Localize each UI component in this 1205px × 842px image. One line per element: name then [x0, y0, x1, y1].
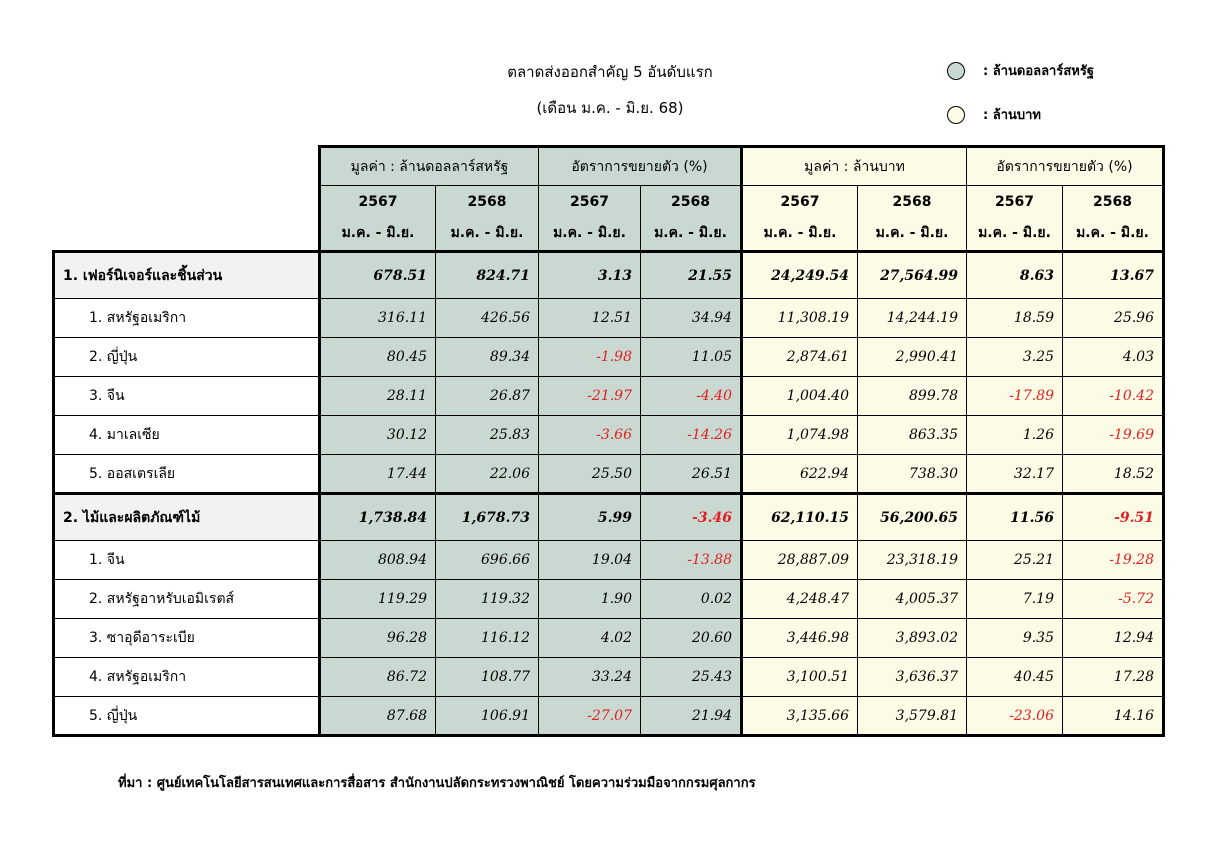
table-row — [54, 697, 1164, 736]
country-label: 3. ซาอุดีอาระเบีย — [54, 619, 320, 658]
value-cell: 7.19 — [967, 580, 1063, 619]
value-cell: 26.87 — [436, 377, 539, 416]
value-cell: 23,318.19 — [858, 541, 967, 580]
table-row — [54, 338, 1164, 377]
header-year: 2568 — [1093, 194, 1132, 210]
header-value-usd: มูลค่า : ล้านดอลลาร์สหรัฐ — [320, 147, 539, 186]
value-cell: -13.88 — [641, 541, 742, 580]
value-cell: 14,244.19 — [858, 299, 967, 338]
legend-usd-swatch — [947, 62, 965, 80]
value-cell: -27.07 — [539, 697, 641, 736]
value-cell: 21.94 — [641, 697, 742, 736]
header-period-8 — [1063, 186, 1164, 252]
value-cell: -19.28 — [1063, 541, 1164, 580]
value-cell: 738.30 — [858, 455, 967, 494]
value-cell: 25.43 — [641, 658, 742, 697]
header-growth-thb: อัตราการขยายตัว (%) — [967, 147, 1164, 186]
value-cell: 34.94 — [641, 299, 742, 338]
value-cell: 5.99 — [539, 494, 641, 541]
value-cell: 12.94 — [1063, 619, 1164, 658]
value-cell: -9.51 — [1063, 494, 1164, 541]
header-period-4 — [641, 186, 742, 252]
page-subtitle: (เดือน ม.ค. - มิ.ย. 68) — [536, 99, 684, 117]
value-cell: -5.72 — [1063, 580, 1164, 619]
legend-usd-label: : ล้านดอลลาร์สหรัฐ — [983, 64, 1095, 79]
category-label: 1. เฟอร์นิเจอร์และชิ้นส่วน — [54, 252, 320, 299]
header-period: ม.ค. - มิ.ย. — [654, 225, 727, 241]
value-cell: 899.78 — [858, 377, 967, 416]
value-cell: 25.50 — [539, 455, 641, 494]
value-cell: 1,678.73 — [436, 494, 539, 541]
value-cell: -1.98 — [539, 338, 641, 377]
country-label: 4. มาเลเซีย — [54, 416, 320, 455]
value-cell: 13.67 — [1063, 252, 1164, 299]
header-growth-usd: อัตราการขยายตัว (%) — [539, 147, 742, 186]
value-cell: 119.32 — [436, 580, 539, 619]
header-value-thb: มูลค่า : ล้านบาท — [742, 147, 967, 186]
value-cell: 22.06 — [436, 455, 539, 494]
value-cell: 3.25 — [967, 338, 1063, 377]
table-row — [54, 541, 1164, 580]
header-period-3 — [539, 186, 641, 252]
value-cell: 96.28 — [320, 619, 436, 658]
value-cell: 9.35 — [967, 619, 1063, 658]
country-label: 5. ญี่ปุ่น — [54, 697, 320, 736]
table-row — [54, 619, 1164, 658]
category-label: 2. ไม้และผลิตภัณฑ์ไม้ — [54, 494, 320, 541]
value-cell: 696.66 — [436, 541, 539, 580]
value-cell: -10.42 — [1063, 377, 1164, 416]
header-period-2 — [436, 186, 539, 252]
table-row — [54, 658, 1164, 697]
value-cell: -17.89 — [967, 377, 1063, 416]
value-cell: 116.12 — [436, 619, 539, 658]
legend-thb — [947, 104, 1041, 125]
value-cell: 21.55 — [641, 252, 742, 299]
value-cell: 89.34 — [436, 338, 539, 377]
value-cell: 56,200.65 — [858, 494, 967, 541]
value-cell: 1.90 — [539, 580, 641, 619]
value-cell: 2,990.41 — [858, 338, 967, 377]
header-row-2 — [54, 186, 1164, 252]
header-period: ม.ค. - มิ.ย. — [553, 225, 626, 241]
value-cell: 863.35 — [858, 416, 967, 455]
header-period-7 — [967, 186, 1063, 252]
value-cell: 26.51 — [641, 455, 742, 494]
value-cell: -3.46 — [641, 494, 742, 541]
header-year: 2567 — [780, 194, 820, 210]
value-cell: 25.96 — [1063, 299, 1164, 338]
value-cell: 8.63 — [967, 252, 1063, 299]
header-year: 2568 — [671, 194, 710, 210]
value-cell: 1,738.84 — [320, 494, 436, 541]
header-year: 2568 — [467, 194, 507, 210]
value-cell: 3,579.81 — [858, 697, 967, 736]
export-markets-table — [52, 145, 1165, 737]
header-year: 2567 — [995, 194, 1034, 210]
header-period-1 — [320, 186, 436, 252]
table-row — [54, 299, 1164, 338]
country-label: 5. ออสเตรเลีย — [54, 455, 320, 494]
value-cell: 3,446.98 — [742, 619, 858, 658]
value-cell: -3.66 — [539, 416, 641, 455]
value-cell: 11.56 — [967, 494, 1063, 541]
value-cell: 30.12 — [320, 416, 436, 455]
value-cell: -21.97 — [539, 377, 641, 416]
value-cell: 33.24 — [539, 658, 641, 697]
country-label: 4. สหรัฐอเมริกา — [54, 658, 320, 697]
value-cell: 1,004.40 — [742, 377, 858, 416]
value-cell: -19.69 — [1063, 416, 1164, 455]
value-cell: 40.45 — [967, 658, 1063, 697]
value-cell: 4.03 — [1063, 338, 1164, 377]
country-label: 1. จีน — [54, 541, 320, 580]
value-cell: 316.11 — [320, 299, 436, 338]
header-period: ม.ค. - มิ.ย. — [763, 225, 837, 241]
value-cell: -23.06 — [967, 697, 1063, 736]
legend-usd — [947, 60, 1094, 81]
value-cell: 24,249.54 — [742, 252, 858, 299]
header-year: 2568 — [892, 194, 932, 210]
value-cell: 11.05 — [641, 338, 742, 377]
header-year: 2567 — [570, 194, 609, 210]
value-cell: 80.45 — [320, 338, 436, 377]
value-cell: 18.52 — [1063, 455, 1164, 494]
value-cell: 17.28 — [1063, 658, 1164, 697]
value-cell: 3.13 — [539, 252, 641, 299]
value-cell: 14.16 — [1063, 697, 1164, 736]
header-period-5 — [742, 186, 858, 252]
country-label: 2. สหรัฐอาหรับเอมิเรตส์ — [54, 580, 320, 619]
header-blank — [54, 147, 320, 186]
value-cell: 2,874.61 — [742, 338, 858, 377]
value-cell: 25.21 — [967, 541, 1063, 580]
category-row — [54, 494, 1164, 541]
value-cell: 3,636.37 — [858, 658, 967, 697]
value-cell: 3,135.66 — [742, 697, 858, 736]
header-period: ม.ค. - มิ.ย. — [450, 225, 524, 241]
value-cell: 108.77 — [436, 658, 539, 697]
header-row-1 — [54, 147, 1164, 186]
value-cell: 87.68 — [320, 697, 436, 736]
value-cell: 426.56 — [436, 299, 539, 338]
country-label: 2. ญี่ปุ่น — [54, 338, 320, 377]
value-cell: 824.71 — [436, 252, 539, 299]
country-label: 3. จีน — [54, 377, 320, 416]
value-cell: 32.17 — [967, 455, 1063, 494]
value-cell: -14.26 — [641, 416, 742, 455]
legend-thb-label: : ล้านบาท — [983, 108, 1041, 123]
value-cell: 18.59 — [967, 299, 1063, 338]
value-cell: 4,005.37 — [858, 580, 967, 619]
source-note: ที่มา : ศูนย์เทคโนโลยีสารสนเทศและการสื่อสาร สำนักงานปลัดกระทรวงพาณิชย์ โดยความร่วมมือจากกรมศุลกากร — [118, 776, 756, 791]
value-cell: 19.04 — [539, 541, 641, 580]
value-cell: 20.60 — [641, 619, 742, 658]
value-cell: 27,564.99 — [858, 252, 967, 299]
value-cell: 62,110.15 — [742, 494, 858, 541]
country-label: 1. สหรัฐอเมริกา — [54, 299, 320, 338]
page-title: ตลาดส่งออกสำคัญ 5 อันดับแรก — [507, 63, 713, 81]
value-cell: 4,248.47 — [742, 580, 858, 619]
value-cell: 1,074.98 — [742, 416, 858, 455]
value-cell: 28,887.09 — [742, 541, 858, 580]
header-year: 2567 — [358, 194, 398, 210]
value-cell: 17.44 — [320, 455, 436, 494]
header-period: ม.ค. - มิ.ย. — [341, 225, 415, 241]
header-blank-2 — [54, 186, 320, 252]
value-cell: -4.40 — [641, 377, 742, 416]
value-cell: 11,308.19 — [742, 299, 858, 338]
header-period: ม.ค. - มิ.ย. — [1076, 225, 1149, 241]
value-cell: 25.83 — [436, 416, 539, 455]
value-cell: 1.26 — [967, 416, 1063, 455]
table-row — [54, 580, 1164, 619]
table-row — [54, 455, 1164, 494]
category-row — [54, 252, 1164, 299]
value-cell: 622.94 — [742, 455, 858, 494]
value-cell: 28.11 — [320, 377, 436, 416]
value-cell: 119.29 — [320, 580, 436, 619]
value-cell: 3,893.02 — [858, 619, 967, 658]
value-cell: 12.51 — [539, 299, 641, 338]
value-cell: 106.91 — [436, 697, 539, 736]
value-cell: 86.72 — [320, 658, 436, 697]
value-cell: 4.02 — [539, 619, 641, 658]
header-period: ม.ค. - มิ.ย. — [978, 225, 1051, 241]
legend-thb-swatch — [947, 106, 965, 124]
table-row — [54, 377, 1164, 416]
header-period: ม.ค. - มิ.ย. — [875, 225, 949, 241]
table-row — [54, 416, 1164, 455]
header-period-6 — [858, 186, 967, 252]
value-cell: 0.02 — [641, 580, 742, 619]
value-cell: 3,100.51 — [742, 658, 858, 697]
value-cell: 678.51 — [320, 252, 436, 299]
value-cell: 808.94 — [320, 541, 436, 580]
